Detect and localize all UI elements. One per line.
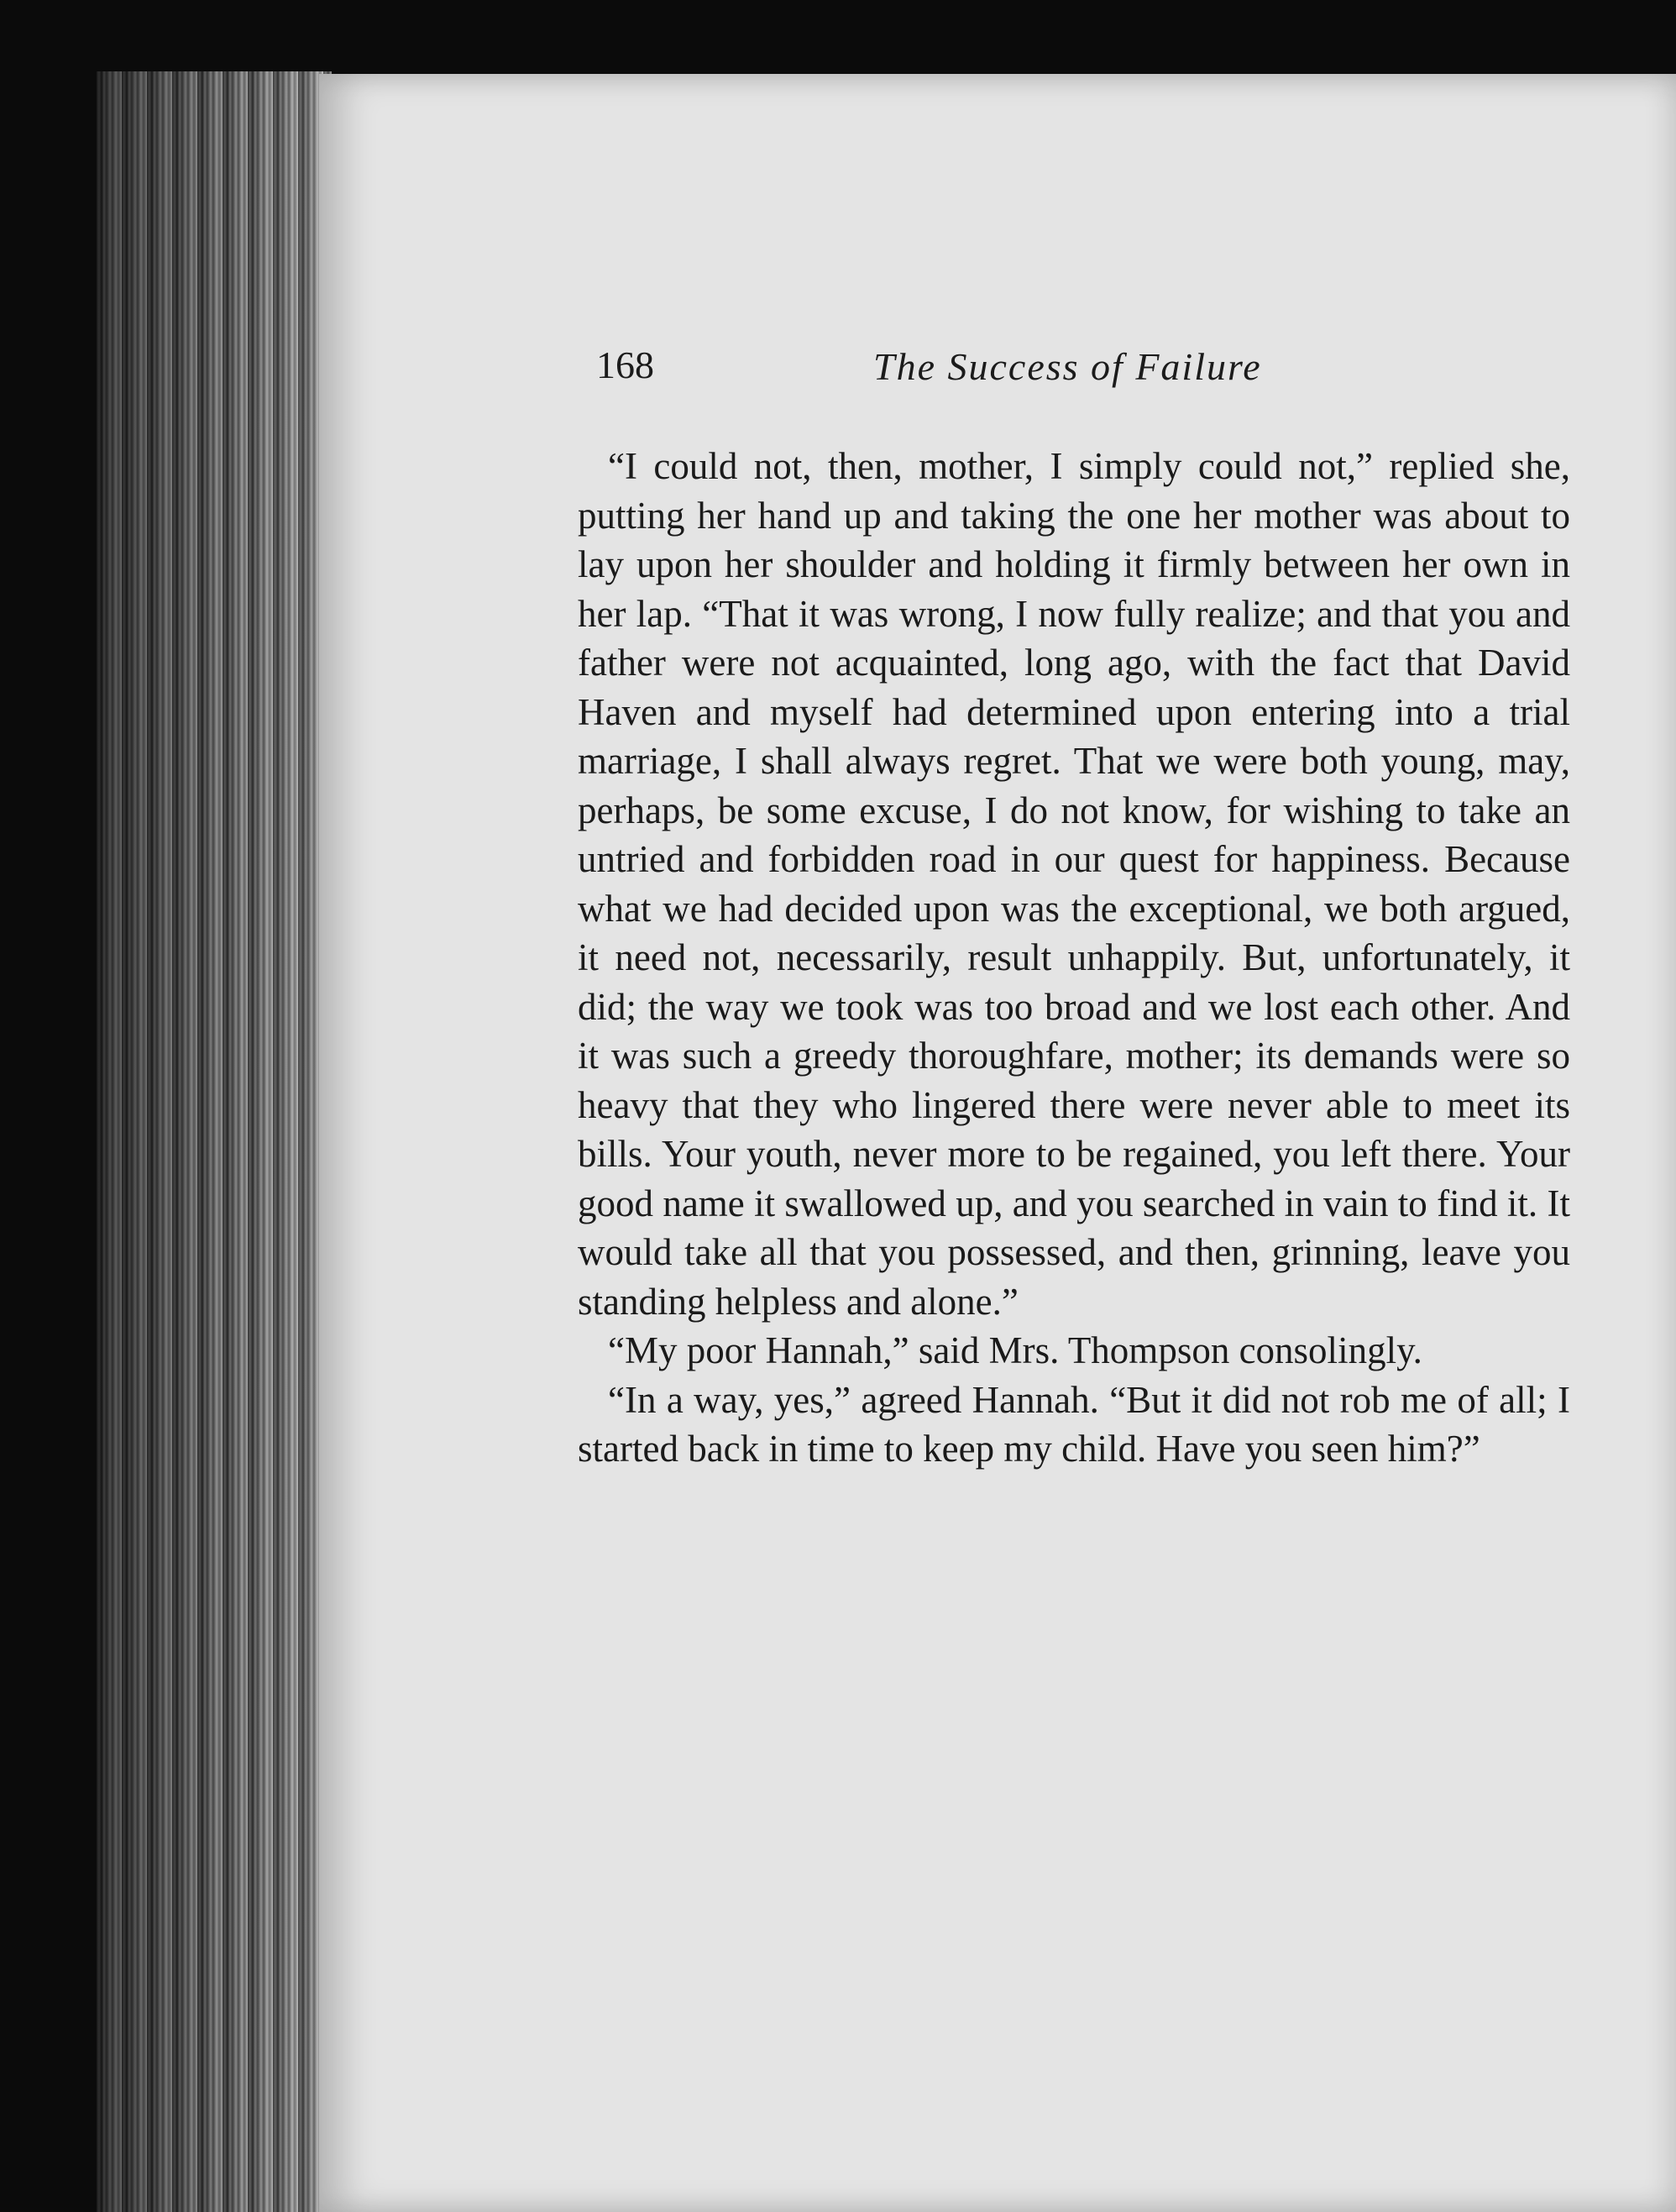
running-head	[596, 343, 1310, 401]
book-page-edges	[97, 71, 332, 2212]
paragraph: “In a way, yes,” agreed Hannah. “But it did not rob me of all; I started back in time to keep my child. Have you seen him?”	[578, 1378, 1570, 1470]
page-number: 168	[596, 343, 654, 386]
paragraph: “I could not, then, mother, I simply could not,” replied she, putting her hand up and taking the one her mother was about to lay upon her shoulder and holding it firmly between her own in her lap. “That it was wrong, I now fully realize; and that you and father were not acquainted, long ago, with the fact that David Haven and myself had determined upon entering into a trial marriage, I shall always regret. That we were both young, may, perhaps, be some excuse, I do not know, for wishing to take an untried and forbidden road in our quest for happiness. Because what we had decided upon was the exceptional, we both argued, it need not, necessarily, result unhappily. But, unfortunately, it did; the way we took was too broad and we lost each other. And it was such a greedy thoroughfare, mother; its demands were so heavy that they who lingered there were never able to meet its bills. Your youth, never more to be regained, you left there. Your good name it swallowed up, and you searched in vain to find it. It would take all that you possessed, and then, grinning, leave you standing helpless and alone.”	[578, 445, 1570, 1323]
book-title: The Success of Failure	[873, 345, 1262, 388]
body-text	[578, 442, 1570, 1474]
paragraph: “My poor Hannah,” said Mrs. Thompson consolingly.	[608, 1329, 1422, 1371]
